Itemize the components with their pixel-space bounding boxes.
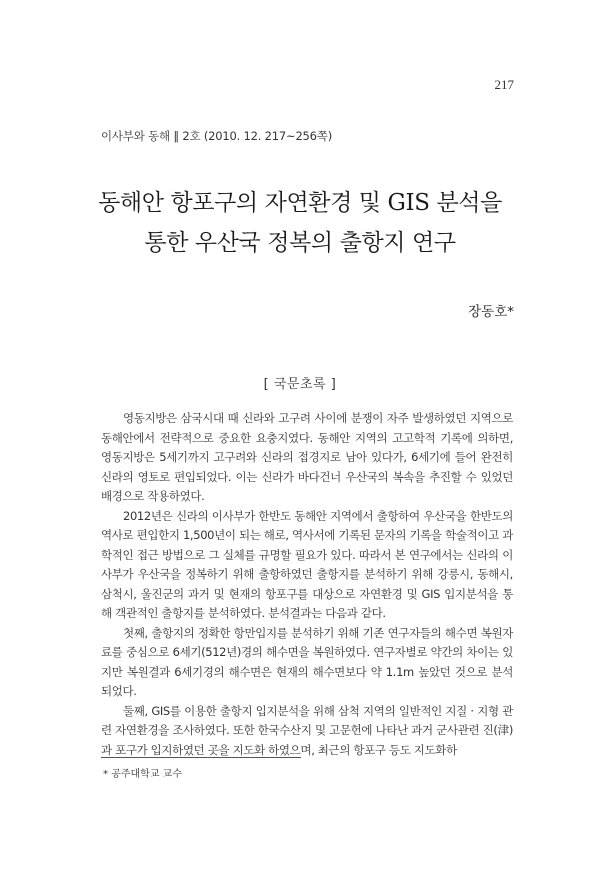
abstract-paragraph: 영동지방은 삼국시대 때 신라와 고구려 사이에 분쟁이 자주 발생하였던 지역으로 동해안에서 전략적으로 중요한 요충지였다. 동해안 지역의 고고학적 기록에 의하면, 영동지방은 5세기까지 고구려와 신라의 접경지로 남아 있다가, 6세기에 들어 완전히 신라의 영토로 편입되었다. 이는 신라가 바다건너 우산국의 복속을 추진할 수 있었던 배경으로 작용하였다. [101,411,513,503]
journal-reference: 이사부와 동해 ‖ 2호 (2010. 12. 217~256쪽) [101,129,332,143]
abstract-paragraph: 첫째, 출항지의 정확한 항만입지를 분석하기 위해 기존 연구자들의 해수면 복원자료를 중심으로 6세기(512년)경의 해수면을 복원하였다. 연구자별로 약간의 차이는 있지만 복원결과 6세기경의 해수면은 현재의 해수면보다 약 1.1m 높았던 것으로 분석되었다. [101,625,513,698]
footnote-divider [101,757,301,758]
footnote: * 공주대학교 교수 [103,769,182,780]
page-number: 217 [494,77,514,92]
abstract-paragraph: 2012년은 신라의 이사부가 한반도 동해안 지역에서 출항하여 우산국을 한반도의 역사로 편입한지 1,500년이 되는 해로, 역사서에 기록된 문자의 기록을 학술적이고 과학적인 접근 방법으로 그 실체를 규명할 필요가 있다. 따라서 본 연구에서는 신라의 이사부가 우산국을 정복하기 위해 출항하였던 출항지를 분석하기 위해 강릉시, 동해시, 삼척시, 울진군의 과거 및 현재의 항포구를 대상으로 자연환경 및 GIS 입지분석을 통해 객관적인 출항지를 분석하였다. 분석결과는 다음과 같다. [101,508,513,620]
title-line-1: 동해안 항포구의 자연환경 및 GIS 분석을 [98,190,502,216]
title-line-2: 통한 우산국 정복의 출항지 연구 [144,230,456,256]
author-name: 장동호* [468,304,514,320]
paper-title [70,183,530,263]
abstract-body [101,409,513,760]
abstract-heading: [ 국문초록 ] [263,377,337,392]
abstract-paragraph: 둘째, GIS를 이용한 출항지 입지분석을 위해 삼척 지역의 일반적인 지질 · 지형 관련 자연환경을 조사하였다. 또한 한국수산지 및 고문헌에 나타난 과거 군사관련 진(津)과 포구가 입지하였던 곳을 지도화 하였으며, 최근의 항포구 등도 지도화하 [101,703,513,757]
